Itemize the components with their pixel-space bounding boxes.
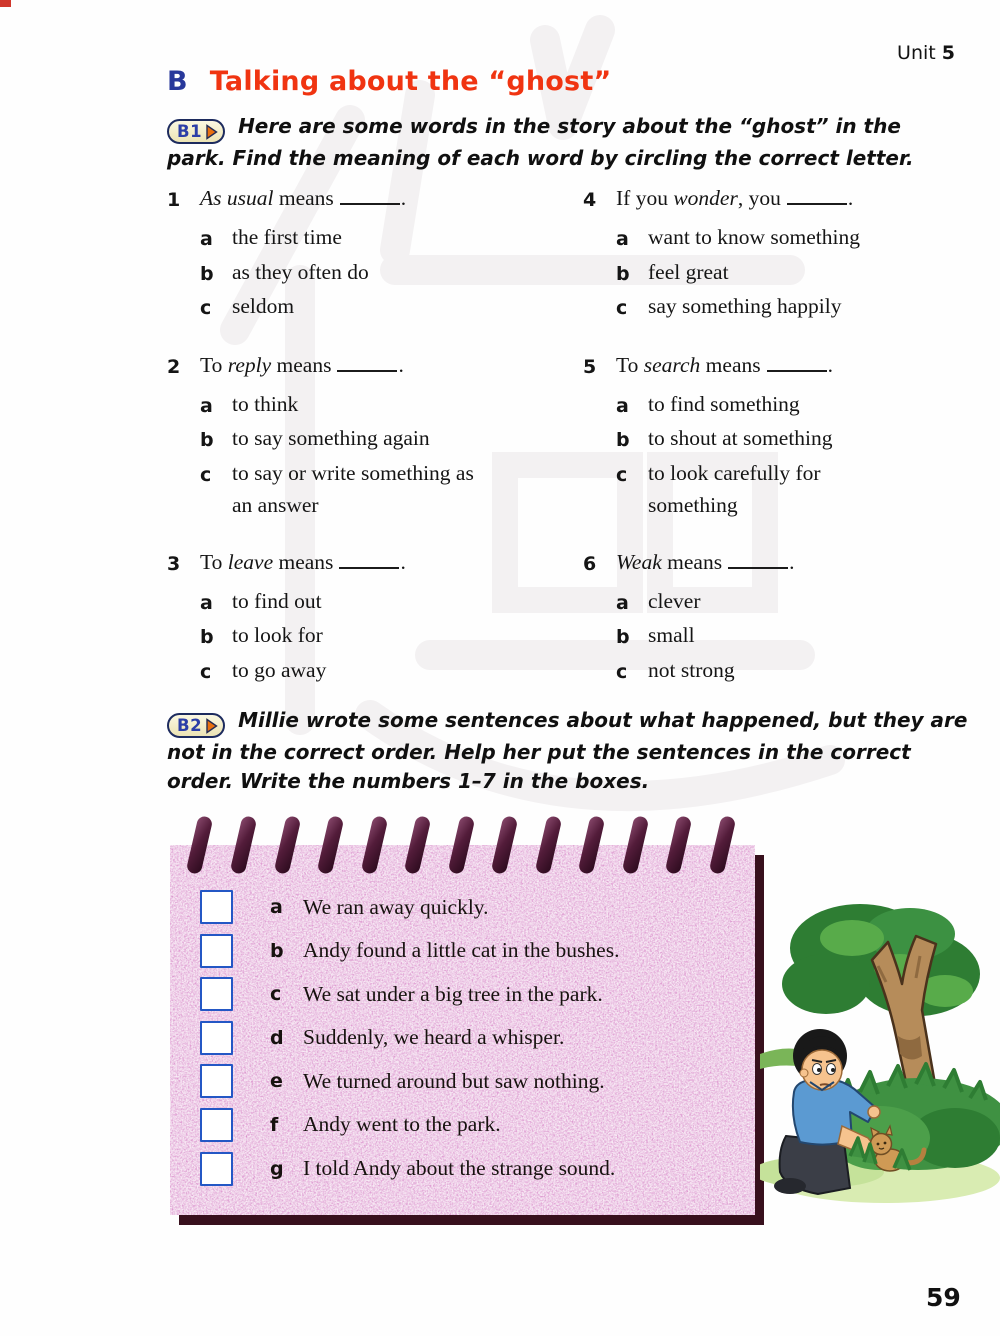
b2-instructions xyxy=(167,706,973,796)
question-stem: To search means . xyxy=(616,352,833,377)
option-row xyxy=(583,654,963,689)
option-text: feel great xyxy=(648,259,729,284)
answer-box[interactable] xyxy=(200,934,233,968)
option-row xyxy=(167,221,527,256)
option-row xyxy=(167,654,527,689)
question-2 xyxy=(167,348,527,522)
option-letter: a xyxy=(616,394,629,417)
sentence-list xyxy=(200,890,739,1195)
sentence-row xyxy=(200,1152,739,1186)
question-stem: If you wonder, you . xyxy=(616,186,854,210)
question-column-left xyxy=(167,181,527,711)
option-text: clever xyxy=(648,588,701,613)
option-text: to say something again xyxy=(232,426,430,450)
question-4 xyxy=(583,181,963,325)
option-row xyxy=(583,221,963,256)
option-text: to say or write something as an answer xyxy=(232,460,474,517)
sentence-text: We turned around but saw nothing. xyxy=(303,1068,605,1093)
option-row xyxy=(167,457,527,522)
question-5 xyxy=(583,348,963,522)
answer-box[interactable] xyxy=(200,1064,233,1098)
option-text: to go away xyxy=(232,657,327,682)
sentence-row xyxy=(200,1064,739,1098)
b2-badge-label: B2 xyxy=(177,716,203,735)
option-text: to look carefully for something xyxy=(648,460,821,517)
option-letter: b xyxy=(616,626,630,648)
option-row xyxy=(583,585,963,620)
option-row xyxy=(167,388,527,423)
question-number: 5 xyxy=(583,355,597,378)
section-title: Talking about the “ghost” xyxy=(209,66,612,97)
option-row xyxy=(583,290,963,325)
section-header xyxy=(167,66,611,97)
sentence-letter: b xyxy=(270,939,284,962)
option-text: seldom xyxy=(232,294,295,318)
question-3 xyxy=(167,545,527,689)
option-row xyxy=(583,619,963,654)
option-text: not strong xyxy=(648,657,735,682)
option-text: the first time xyxy=(232,225,342,249)
option-letter: a xyxy=(200,591,213,614)
option-text: to shout at something xyxy=(648,426,833,450)
b1-badge-label: B1 xyxy=(177,122,203,141)
section-letter: B xyxy=(167,66,188,97)
option-row xyxy=(583,422,963,457)
option-row xyxy=(167,256,527,291)
option-row xyxy=(167,585,527,620)
question-stem: To leave means . xyxy=(200,549,406,574)
question-column-right xyxy=(583,181,963,711)
question-number: 2 xyxy=(167,355,181,378)
answer-blank xyxy=(339,567,399,569)
question-number: 3 xyxy=(167,552,181,575)
play-icon xyxy=(205,718,218,734)
question-stem: To reply means . xyxy=(200,352,404,377)
sentence-row xyxy=(200,934,739,968)
question-number: 4 xyxy=(583,189,597,211)
b2-badge xyxy=(167,713,225,738)
option-text: to find out xyxy=(232,588,322,613)
option-letter: b xyxy=(616,262,630,285)
question-stem: As usual means . xyxy=(200,186,407,210)
option-letter: c xyxy=(200,660,212,683)
sentence-text: Andy found a little cat in the bushes. xyxy=(303,938,620,963)
option-row xyxy=(583,256,963,291)
option-row xyxy=(583,388,963,423)
illustration-boy-cat-tree xyxy=(760,886,1000,1211)
option-text: say something happily xyxy=(648,294,842,318)
unit-header xyxy=(897,42,955,64)
answer-box[interactable] xyxy=(200,890,233,924)
sentence-row xyxy=(200,977,739,1011)
b1-instruction-text: Here are some words in the story about the “ghost” in the park. Find the meaning of each word by circling the correct letter. xyxy=(167,114,914,170)
page-number: 59 xyxy=(926,1283,961,1312)
b2-instruction-text: Millie wrote some sentences about what happened, but they are not in the correct order. Help her put the sentences in the correct order. Write the numbers 1–7 in the boxes. xyxy=(167,708,968,793)
answer-box[interactable] xyxy=(200,977,233,1011)
sentence-row xyxy=(200,1108,739,1142)
option-letter: a xyxy=(200,394,213,417)
option-letter: a xyxy=(616,591,629,614)
option-text: want to know something xyxy=(648,225,860,249)
option-letter: b xyxy=(616,429,630,451)
sentence-letter: a xyxy=(270,896,283,918)
option-row xyxy=(167,619,527,654)
notepad xyxy=(170,845,755,1215)
option-text: small xyxy=(648,623,695,647)
option-row xyxy=(167,422,527,457)
sentence-row xyxy=(200,1021,739,1055)
sentence-text: We sat under a big tree in the park. xyxy=(303,981,603,1006)
option-letter: c xyxy=(616,660,628,683)
option-text: to find something xyxy=(648,391,800,416)
sentence-letter: c xyxy=(270,983,282,1006)
option-row xyxy=(583,457,963,522)
answer-blank xyxy=(340,203,400,205)
sentence-letter: g xyxy=(270,1157,284,1180)
b1-instructions xyxy=(167,112,949,173)
answer-box[interactable] xyxy=(200,1021,233,1055)
answer-blank xyxy=(728,567,788,569)
option-letter: b xyxy=(200,429,214,451)
option-letter: a xyxy=(200,228,213,250)
sentence-text: Suddenly, we heard a whisper. xyxy=(303,1025,565,1050)
sentence-row xyxy=(200,890,739,924)
question-stem: Weak means . xyxy=(616,549,795,574)
answer-blank xyxy=(787,203,847,205)
option-letter: b xyxy=(200,262,214,285)
question-1 xyxy=(167,181,527,325)
answer-blank xyxy=(337,370,397,372)
option-text: as they often do xyxy=(232,259,369,284)
sentence-letter: e xyxy=(270,1070,283,1093)
sentence-letter: d xyxy=(270,1026,284,1049)
question-number: 1 xyxy=(167,189,181,211)
play-icon xyxy=(205,124,218,140)
question-6 xyxy=(583,545,963,689)
option-row xyxy=(167,290,527,325)
option-text: to think xyxy=(232,391,299,416)
option-letter: c xyxy=(616,297,628,319)
b1-badge xyxy=(167,119,225,144)
unit-number: 5 xyxy=(941,42,955,64)
answer-box[interactable] xyxy=(200,1108,233,1142)
sentence-text: I told Andy about the strange sound. xyxy=(303,1156,616,1181)
option-letter: c xyxy=(200,463,212,486)
option-letter: c xyxy=(616,463,628,486)
option-letter: a xyxy=(616,228,629,250)
option-letter: b xyxy=(200,626,214,648)
sentence-text: We ran away quickly. xyxy=(303,894,489,919)
question-number: 6 xyxy=(583,552,597,575)
answer-blank xyxy=(767,370,827,372)
option-letter: c xyxy=(200,297,212,319)
unit-prefix: Unit xyxy=(897,42,936,64)
sentence-letter: f xyxy=(270,1113,279,1136)
answer-box[interactable] xyxy=(200,1152,233,1186)
sentence-text: Andy went to the park. xyxy=(303,1112,501,1137)
option-text: to look for xyxy=(232,623,323,647)
